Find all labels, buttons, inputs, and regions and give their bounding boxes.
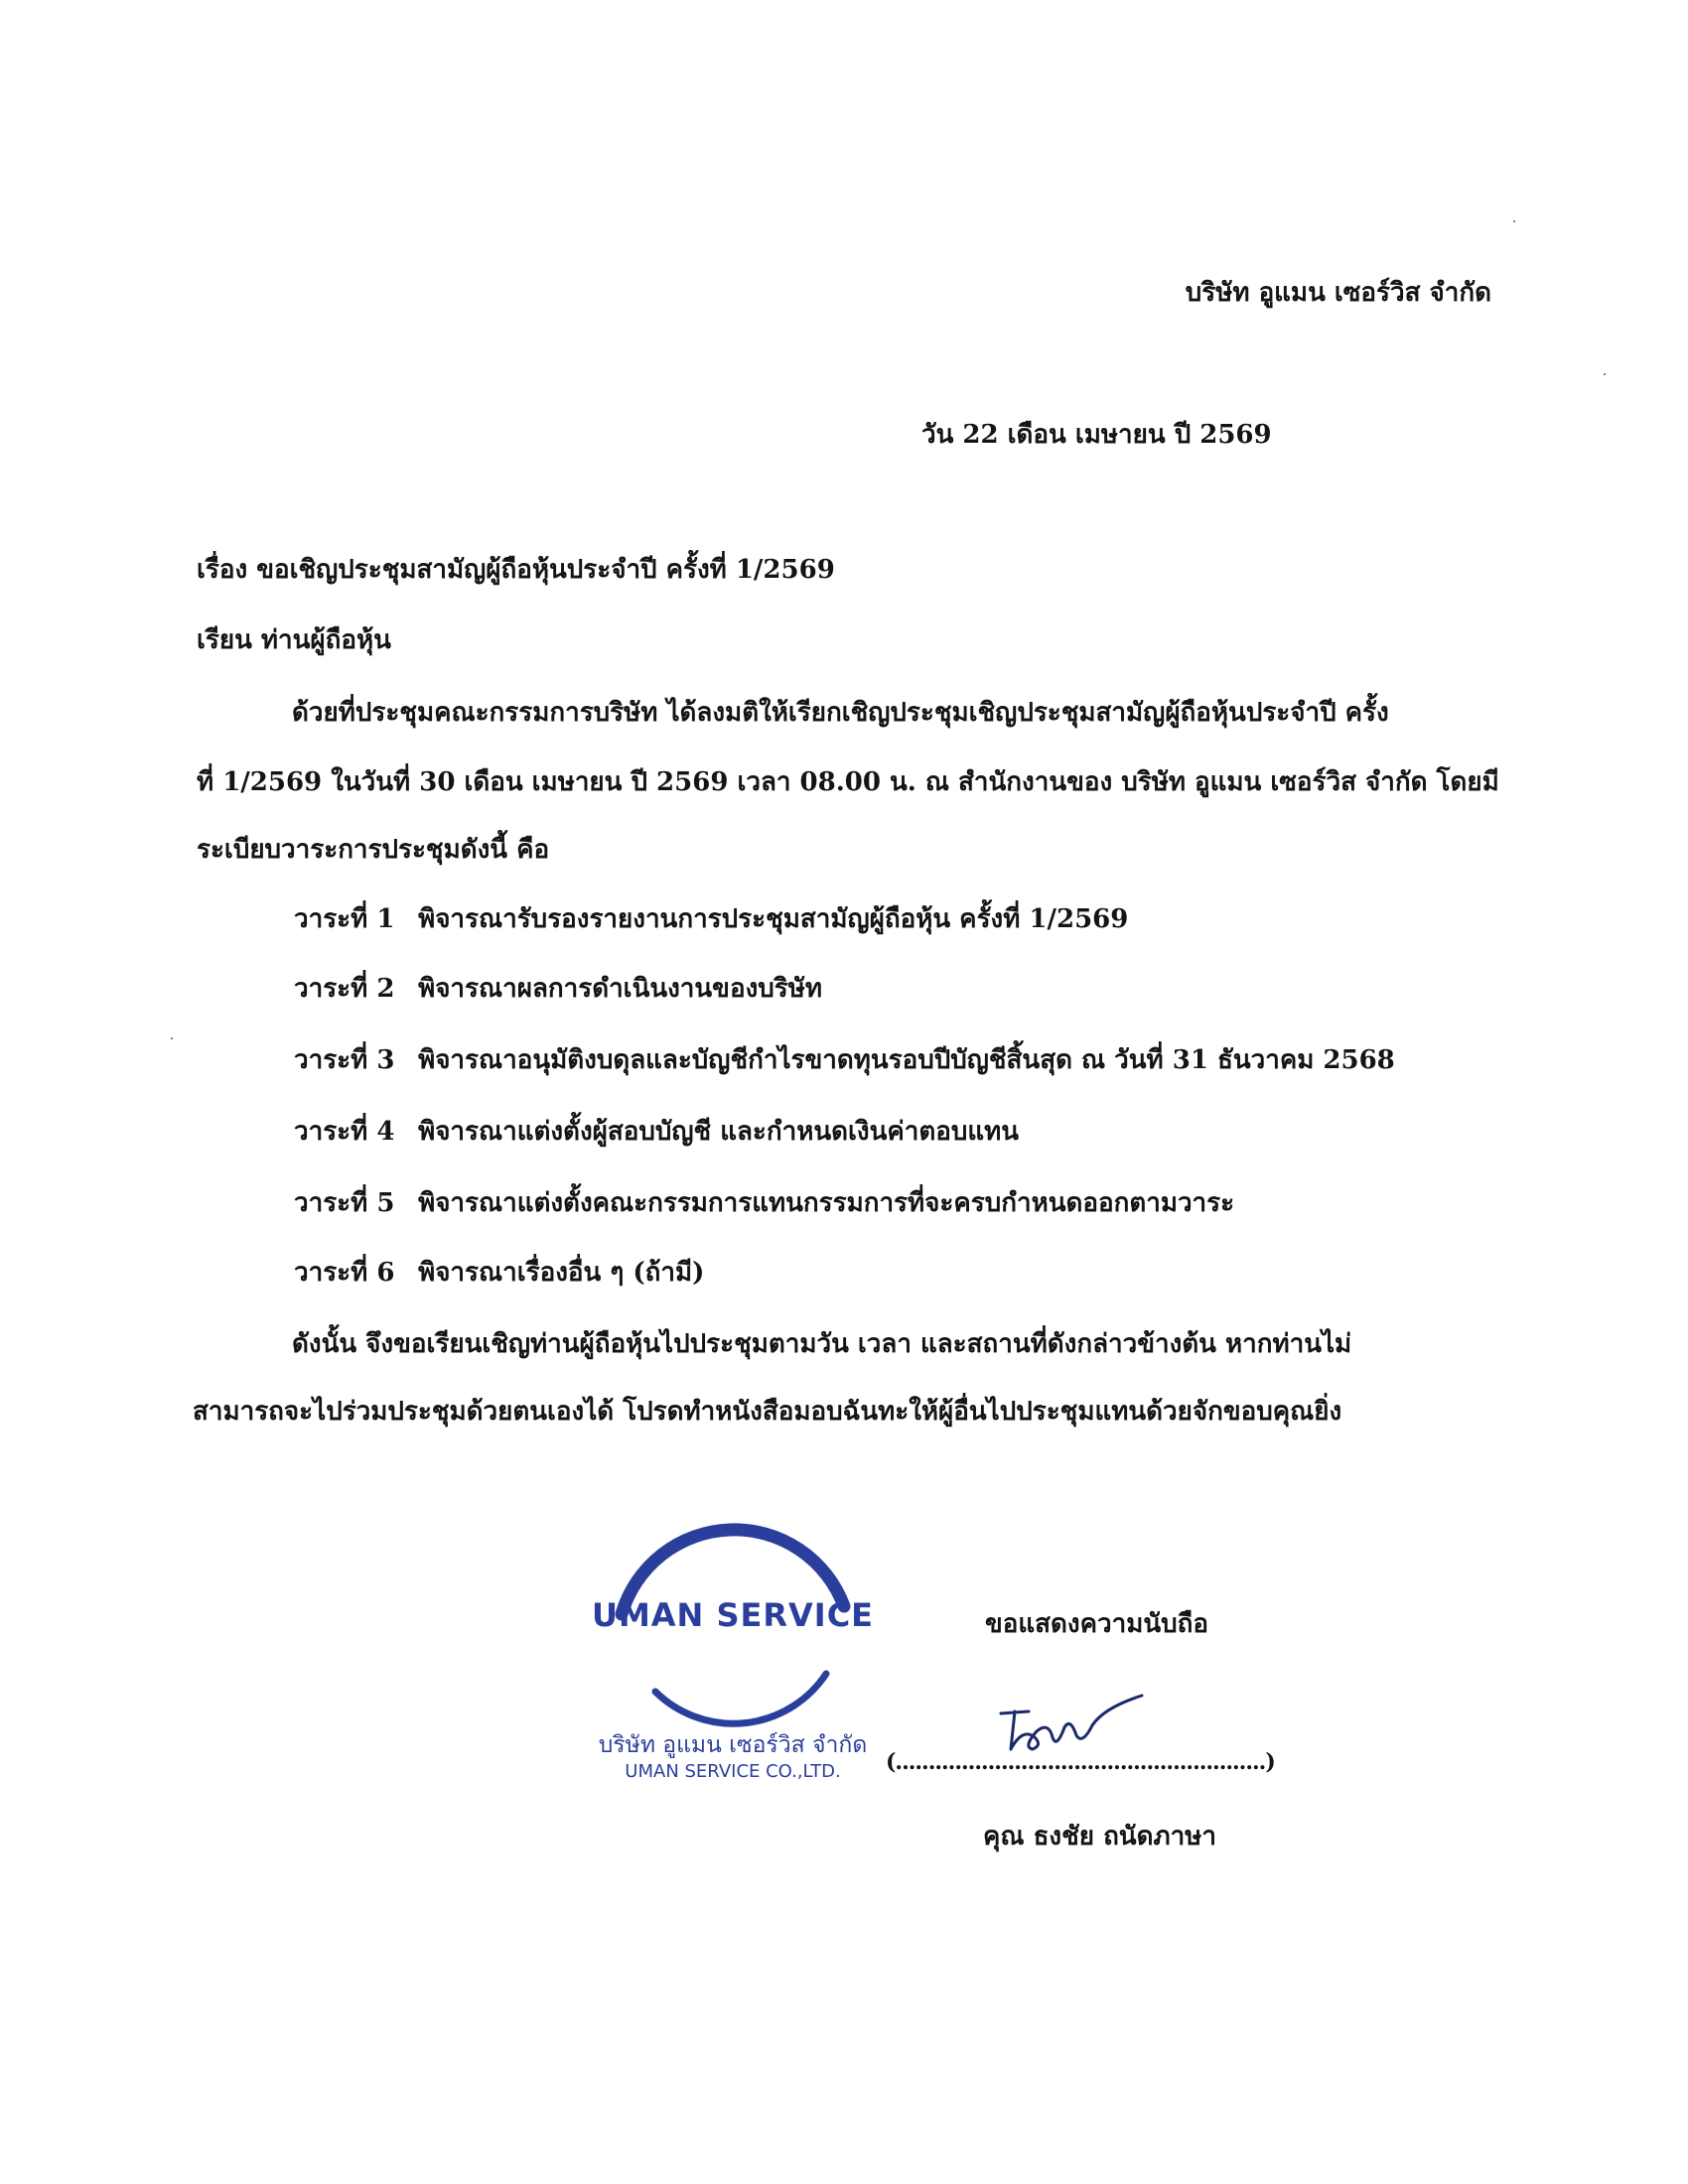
agenda-number: วาระที่ 5 [294,1188,395,1218]
agenda-item [294,901,1128,937]
company-logo [564,1497,902,1795]
agenda-text: พิจารณาเรื่องอื่น ๆ (ถ้ามี) [418,1258,705,1288]
agenda-item [294,1255,704,1291]
logo-brand: UMAN SERVICE [591,1596,875,1634]
letter-subject: เรื่อง ขอเชิญประชุมสามัญผู้ถือหุ้นประจำปี ครั้งที่ 1/2569 [197,555,835,585]
signer-name: คุณ ธงชัย ถนัดภาษา [983,1822,1216,1851]
agenda-text: พิจารณาแต่งตั้งคณะกรรมการแทนกรรมการที่จะครบกำหนดออกตามวาระ [418,1188,1235,1218]
logo-company-en: UMAN SERVICE CO.,LTD. [625,1761,841,1782]
agenda-number: วาระที่ 4 [294,1117,395,1147]
agenda-number: วาระที่ 3 [294,1045,395,1075]
scan-speck [1604,373,1606,375]
agenda-number: วาระที่ 6 [294,1258,395,1288]
logo-company-th: บริษัท อูแมน เซอร์วิส จำกัด [598,1732,868,1758]
letter-date: วัน 22 เดือน เมษายน ปี 2569 [921,420,1272,450]
scan-speck [1513,220,1515,222]
agenda-number: วาระที่ 2 [294,974,395,1004]
letter-salutation: เรียน ท่านผู้ถือหุ้น [197,625,391,655]
closing-line: สามารถจะไปร่วมประชุมด้วยตนเองได้ โปรดทำหนังสือมอบฉันทะให้ผู้อื่นไปประชุมแทนด้วยจักขอบคุณยิ่ง [193,1397,1342,1427]
agenda-item [294,1114,1019,1150]
intro-paragraph [197,695,1499,865]
intro-line: ระเบียบวาระการประชุมดังนี้ คือ [197,835,550,865]
scan-speck [171,1037,173,1039]
agenda-item [294,971,822,1007]
agenda-text: พิจารณาแต่งตั้งผู้สอบบัญชี และกำหนดเงินค่าตอบแทน [418,1117,1020,1147]
closing-line: ดังนั้น จึงขอเรียนเชิญท่านผู้ถือหุ้นไปประชุมตามวัน เวลา และสถานที่ดังกล่าวข้างต้น หากท่านไม่ [292,1329,1352,1359]
intro-line: ด้วยที่ประชุมคณะกรรมการบริษัท ได้ลงมติให้เรียกเชิญประชุมเชิญประชุมสามัญผู้ถือหุ้นประจำปี ครั้ง [292,698,1389,728]
agenda-text: พิจารณาผลการดำเนินงานของบริษัท [418,974,823,1004]
company-header: บริษัท อูแมน เซอร์วิส จำกัด [1185,278,1491,308]
agenda-text: พิจารณารับรองรายงานการประชุมสามัญผู้ถือหุ้น ครั้งที่ 1/2569 [418,904,1129,934]
closing-paragraph [193,1326,1493,1435]
agenda-item [294,1185,1234,1221]
signature-line: (........................................................) [886,1749,1275,1775]
agenda-item [294,1042,1395,1078]
regards: ขอแสดงความนับถือ [985,1609,1208,1639]
intro-line: ที่ 1/2569 ในวันที่ 30 เดือน เมษายน ปี 2569 เวลา 08.00 น. ณ สำนักงานของ บริษัท อูแมน เซอร์วิส จำกัด โดยมี [197,767,1499,797]
agenda-text: พิจารณาอนุมัติงบดุลและบัญชีกำไรขาดทุนรอบปีบัญชีสิ้นสุด ณ วันที่ 31 ธันวาคม 2568 [418,1045,1395,1075]
agenda-number: วาระที่ 1 [294,904,395,934]
